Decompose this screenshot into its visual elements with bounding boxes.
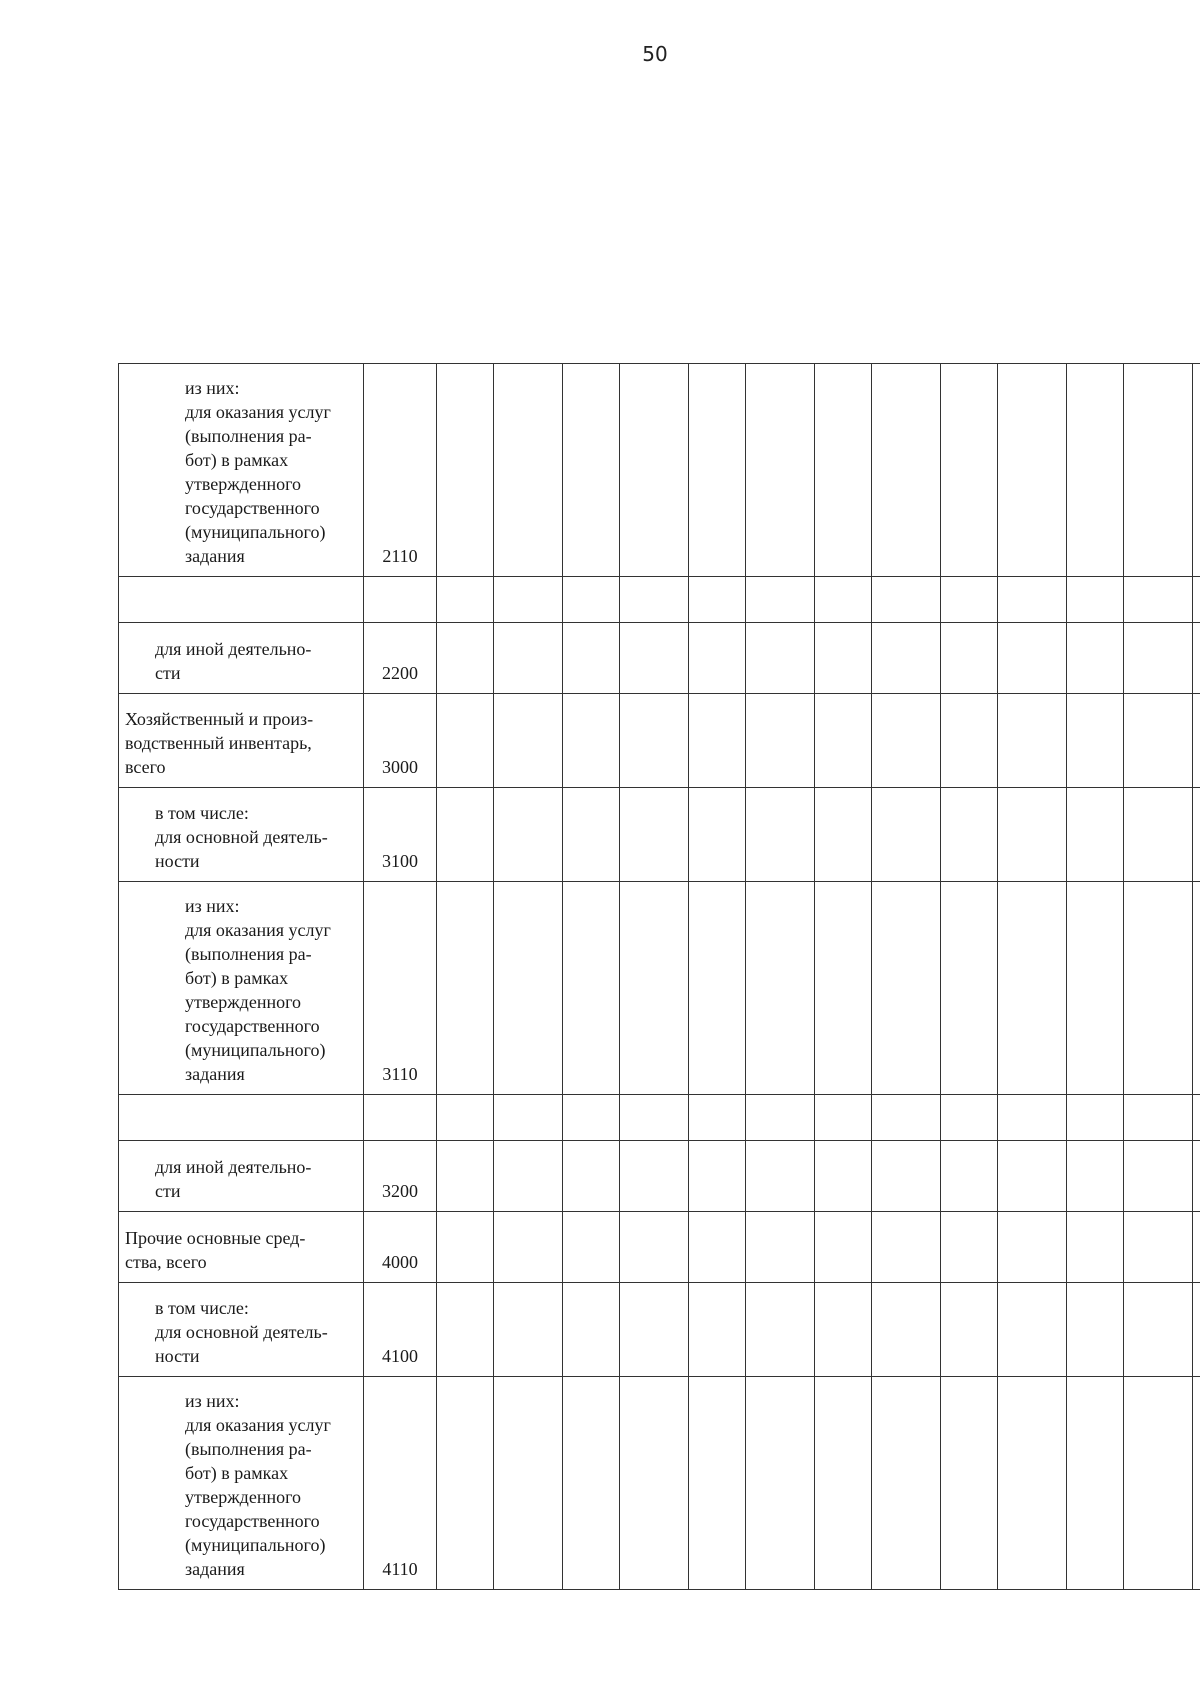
- row-label-cell: [119, 1095, 364, 1141]
- value-cell: [746, 1283, 815, 1377]
- row-code: 3200: [364, 1141, 437, 1212]
- value-cell: [872, 1283, 941, 1377]
- value-cell: [941, 1377, 998, 1590]
- value-cell: [620, 1283, 689, 1377]
- row-label: из них: для оказания услуг (выполнения ра- бот) в рамках утвержденного государственного (муниципального) задания: [185, 378, 331, 566]
- value-cell: [494, 1212, 563, 1283]
- value-cell: [437, 364, 494, 577]
- row-label-cell: [119, 1377, 364, 1590]
- value-cell: [941, 1212, 998, 1283]
- value-cell: [746, 788, 815, 882]
- row-label: в том числе: для основной деятель- ности: [155, 803, 328, 871]
- value-cell: [872, 1212, 941, 1283]
- row-code: 2200: [364, 623, 437, 694]
- value-cell: [746, 1141, 815, 1212]
- fixed-assets-table: [118, 363, 1200, 1590]
- value-cell: [1193, 1212, 1200, 1283]
- row-label-cell: [119, 623, 364, 694]
- table-row: [119, 788, 1200, 882]
- page-number: 50: [642, 42, 668, 66]
- value-cell: [437, 623, 494, 694]
- value-cell: [689, 623, 746, 694]
- row-code: 3110: [364, 882, 437, 1095]
- value-cell: [563, 694, 620, 788]
- value-cell: [746, 1095, 815, 1141]
- value-cell: [1067, 1212, 1124, 1283]
- value-cell: [1124, 1212, 1193, 1283]
- table-row: [119, 577, 1200, 623]
- row-label: из них: для оказания услуг (выполнения ра- бот) в рамках утвержденного государственного (муниципального) задания: [185, 896, 331, 1084]
- row-label: для иной деятельно- сти: [155, 639, 312, 683]
- value-cell: [746, 1377, 815, 1590]
- value-cell: [872, 1095, 941, 1141]
- value-cell: [1193, 882, 1200, 1095]
- value-cell: [998, 623, 1067, 694]
- value-cell: [746, 577, 815, 623]
- row-label-cell: [119, 1141, 364, 1212]
- value-cell: [941, 788, 998, 882]
- row-code: [364, 577, 437, 623]
- value-cell: [1067, 1095, 1124, 1141]
- value-cell: [563, 1212, 620, 1283]
- value-cell: [815, 577, 872, 623]
- value-cell: [563, 882, 620, 1095]
- value-cell: [1193, 623, 1200, 694]
- value-cell: [1193, 1141, 1200, 1212]
- value-cell: [689, 694, 746, 788]
- row-label-cell: [119, 694, 364, 788]
- table-row: [119, 1141, 1200, 1212]
- value-cell: [815, 788, 872, 882]
- row-label-cell: [119, 788, 364, 882]
- row-code: 2110: [364, 364, 437, 577]
- value-cell: [746, 623, 815, 694]
- value-cell: [1124, 364, 1193, 577]
- table-row: [119, 1212, 1200, 1283]
- row-code: 4110: [364, 1377, 437, 1590]
- value-cell: [815, 1095, 872, 1141]
- value-cell: [1124, 882, 1193, 1095]
- value-cell: [872, 1141, 941, 1212]
- value-cell: [620, 1212, 689, 1283]
- value-cell: [494, 1141, 563, 1212]
- value-cell: [437, 1141, 494, 1212]
- value-cell: [815, 1377, 872, 1590]
- value-cell: [872, 623, 941, 694]
- value-cell: [815, 623, 872, 694]
- value-cell: [1124, 577, 1193, 623]
- value-cell: [1193, 788, 1200, 882]
- value-cell: [1067, 788, 1124, 882]
- value-cell: [689, 1283, 746, 1377]
- row-label: для иной деятельно- сти: [155, 1157, 312, 1201]
- value-cell: [872, 788, 941, 882]
- row-label: Прочие основные сред- ства, всего: [125, 1228, 306, 1272]
- value-cell: [872, 694, 941, 788]
- table-row: [119, 623, 1200, 694]
- value-cell: [1193, 364, 1200, 577]
- value-cell: [437, 1212, 494, 1283]
- value-cell: [1124, 623, 1193, 694]
- value-cell: [1124, 788, 1193, 882]
- row-code: 4000: [364, 1212, 437, 1283]
- value-cell: [689, 1212, 746, 1283]
- value-cell: [998, 1095, 1067, 1141]
- value-cell: [1193, 1095, 1200, 1141]
- value-cell: [998, 882, 1067, 1095]
- value-cell: [941, 1283, 998, 1377]
- value-cell: [620, 577, 689, 623]
- value-cell: [620, 1377, 689, 1590]
- value-cell: [494, 694, 563, 788]
- value-cell: [815, 1141, 872, 1212]
- row-label-cell: [119, 882, 364, 1095]
- row-code: 4100: [364, 1283, 437, 1377]
- value-cell: [494, 1283, 563, 1377]
- value-cell: [494, 364, 563, 577]
- value-cell: [1124, 1141, 1193, 1212]
- value-cell: [872, 1377, 941, 1590]
- value-cell: [494, 882, 563, 1095]
- value-cell: [815, 694, 872, 788]
- value-cell: [437, 1283, 494, 1377]
- row-code: [364, 1095, 437, 1141]
- row-label: в том числе: для основной деятель- ности: [155, 1298, 328, 1366]
- value-cell: [872, 577, 941, 623]
- value-cell: [1193, 1283, 1200, 1377]
- row-label: Хозяйственный и произ- водственный инвентарь, всего: [125, 709, 314, 777]
- value-cell: [494, 1095, 563, 1141]
- value-cell: [689, 1141, 746, 1212]
- value-cell: [998, 577, 1067, 623]
- value-cell: [872, 364, 941, 577]
- value-cell: [941, 1095, 998, 1141]
- value-cell: [998, 1283, 1067, 1377]
- value-cell: [620, 882, 689, 1095]
- value-cell: [1067, 364, 1124, 577]
- value-cell: [941, 1141, 998, 1212]
- value-cell: [437, 1377, 494, 1590]
- value-cell: [620, 1095, 689, 1141]
- value-cell: [746, 1212, 815, 1283]
- value-cell: [620, 623, 689, 694]
- value-cell: [941, 577, 998, 623]
- value-cell: [998, 364, 1067, 577]
- value-cell: [1067, 577, 1124, 623]
- value-cell: [620, 694, 689, 788]
- value-cell: [494, 577, 563, 623]
- value-cell: [1067, 882, 1124, 1095]
- value-cell: [746, 882, 815, 1095]
- value-cell: [1067, 694, 1124, 788]
- value-cell: [620, 364, 689, 577]
- value-cell: [563, 1283, 620, 1377]
- value-cell: [437, 577, 494, 623]
- value-cell: [1067, 1141, 1124, 1212]
- table-row: [119, 694, 1200, 788]
- value-cell: [815, 1283, 872, 1377]
- row-code: 3000: [364, 694, 437, 788]
- value-cell: [689, 1095, 746, 1141]
- value-cell: [1193, 577, 1200, 623]
- value-cell: [1067, 1377, 1124, 1590]
- value-cell: [689, 882, 746, 1095]
- value-cell: [941, 623, 998, 694]
- table-row: [119, 882, 1200, 1095]
- row-label-cell: [119, 364, 364, 577]
- value-cell: [689, 788, 746, 882]
- table-row: [119, 1095, 1200, 1141]
- value-cell: [998, 1141, 1067, 1212]
- row-label-cell: [119, 1283, 364, 1377]
- value-cell: [563, 577, 620, 623]
- value-cell: [998, 788, 1067, 882]
- value-cell: [815, 1212, 872, 1283]
- value-cell: [494, 623, 563, 694]
- value-cell: [941, 364, 998, 577]
- value-cell: [689, 364, 746, 577]
- value-cell: [1193, 1377, 1200, 1590]
- value-cell: [437, 694, 494, 788]
- value-cell: [563, 1141, 620, 1212]
- value-cell: [1193, 694, 1200, 788]
- value-cell: [563, 788, 620, 882]
- table-row: [119, 1283, 1200, 1377]
- value-cell: [998, 694, 1067, 788]
- value-cell: [1124, 1283, 1193, 1377]
- value-cell: [563, 1377, 620, 1590]
- value-cell: [746, 364, 815, 577]
- value-cell: [998, 1377, 1067, 1590]
- table-body: [119, 364, 1200, 1590]
- row-label-cell: [119, 577, 364, 623]
- row-label: из них: для оказания услуг (выполнения ра- бот) в рамках утвержденного государственного (муниципального) задания: [185, 1391, 331, 1579]
- value-cell: [941, 694, 998, 788]
- value-cell: [494, 1377, 563, 1590]
- value-cell: [437, 788, 494, 882]
- value-cell: [1124, 694, 1193, 788]
- value-cell: [437, 882, 494, 1095]
- value-cell: [494, 788, 563, 882]
- value-cell: [941, 882, 998, 1095]
- table-row: [119, 364, 1200, 577]
- value-cell: [815, 364, 872, 577]
- table-row: [119, 1377, 1200, 1590]
- value-cell: [689, 1377, 746, 1590]
- value-cell: [563, 1095, 620, 1141]
- value-cell: [1124, 1095, 1193, 1141]
- value-cell: [437, 1095, 494, 1141]
- value-cell: [563, 364, 620, 577]
- value-cell: [620, 788, 689, 882]
- row-label-cell: [119, 1212, 364, 1283]
- value-cell: [815, 882, 872, 1095]
- value-cell: [872, 882, 941, 1095]
- value-cell: [563, 623, 620, 694]
- value-cell: [746, 694, 815, 788]
- value-cell: [1124, 1377, 1193, 1590]
- value-cell: [1067, 1283, 1124, 1377]
- value-cell: [689, 577, 746, 623]
- row-code: 3100: [364, 788, 437, 882]
- value-cell: [1067, 623, 1124, 694]
- value-cell: [998, 1212, 1067, 1283]
- value-cell: [620, 1141, 689, 1212]
